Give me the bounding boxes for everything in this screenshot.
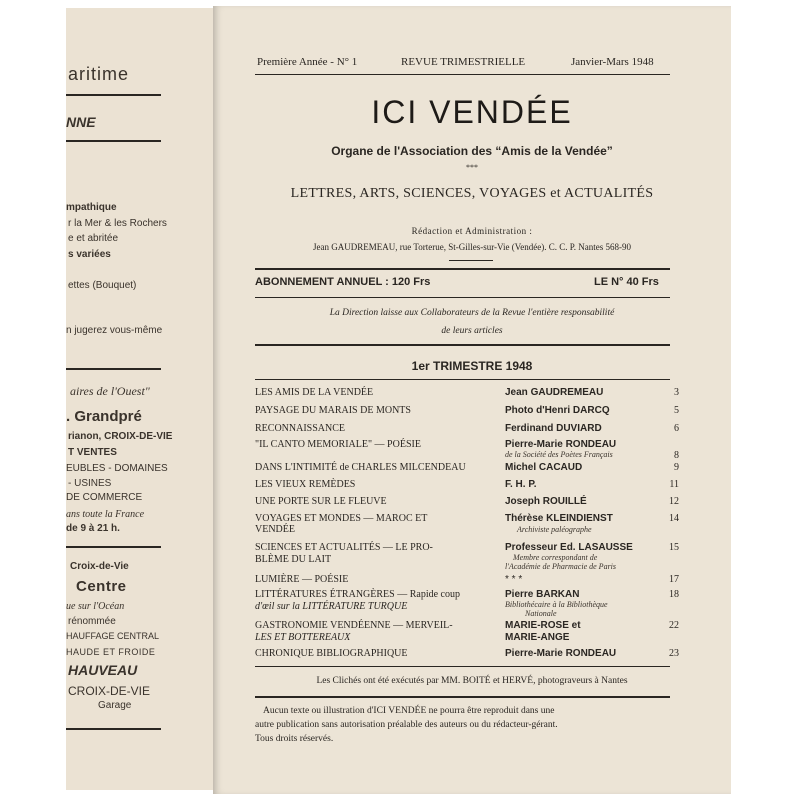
rights-notice: Aucun texte ou illustration d'ICI VENDÉE ne pourra être reproduit dans une xyxy=(263,706,555,716)
divider xyxy=(66,728,161,730)
toc-row xyxy=(255,620,679,646)
toc-author: Professeur Ed. LASAUSSE xyxy=(505,542,633,553)
toc-author-note: de la Société des Poètes Français xyxy=(505,450,613,459)
disclaimer-line: La Direction laisse aux Collaborateurs de la Revue l'entière responsabilité xyxy=(329,308,615,318)
toc-author-note: Bibliothécaire à la Bibliothèque xyxy=(505,600,608,609)
toc-page: 14 xyxy=(669,513,679,524)
toc-page: 3 xyxy=(674,387,679,398)
divider xyxy=(66,368,161,370)
left-line: s variées xyxy=(68,249,111,260)
toc-title: GASTRONOMIE VENDÉENNE — MERVEIL- xyxy=(255,620,453,631)
toc-page: 8 xyxy=(674,450,679,461)
toc-row xyxy=(255,648,679,662)
toc-title: LITTÉRATURES ÉTRANGÈRES — Rapide coup xyxy=(255,589,460,600)
rights-notice: autre publication sans autorisation préalable des auteurs ou du rédacteur-gérant. xyxy=(255,720,558,730)
toc-page: 12 xyxy=(669,496,679,507)
left-line: r la Mer & les Rochers xyxy=(68,218,167,229)
toc-title: SCIENCES ET ACTUALITÉS — LE PRO- xyxy=(255,542,433,553)
toc-author: Pierre BARKAN xyxy=(505,589,580,600)
toc-title: LES AMIS DE LA VENDÉE xyxy=(255,387,374,398)
issue-date: Janvier-Mars 1948 xyxy=(571,56,654,68)
divider xyxy=(255,696,670,698)
issue-number: Première Année - N° 1 xyxy=(257,56,358,68)
toc-row xyxy=(255,423,679,437)
toc-title: RECONNAISSANCE xyxy=(255,423,346,434)
toc-title: DANS L'INTIMITÉ de CHARLES MILCENDEAU xyxy=(255,462,466,473)
toc-author-cont: MARIE-ANGE xyxy=(505,632,570,643)
left-line: . Grandpré xyxy=(66,408,142,425)
left-line: ettes (Bouquet) xyxy=(68,280,137,291)
toc-author: Ferdinand DUVIARD xyxy=(505,423,602,434)
toc-title: LES VIEUX REMÈDES xyxy=(255,479,356,490)
toc-page: 23 xyxy=(669,648,679,659)
toc-title-cont: LES ET BOTTEREAUX xyxy=(255,632,351,643)
toc-title: LUMIÈRE — POÉSIE xyxy=(255,574,349,585)
divider xyxy=(449,260,493,261)
photo-credits: Les Clichés ont été exécutés par MM. BOITÉ et HERVÉ, photograveurs à Nantes xyxy=(316,676,628,686)
toc-title: VOYAGES ET MONDES — MAROC ET xyxy=(255,513,428,524)
toc-page: 6 xyxy=(674,423,679,434)
toc-row xyxy=(255,574,679,588)
journal-title: ICI VENDÉE xyxy=(371,94,573,130)
periodicity: REVUE TRIMESTRIELLE xyxy=(401,56,526,68)
left-line: NNE xyxy=(66,114,96,130)
disclaimer-line: de leurs articles xyxy=(441,326,503,336)
toc-author-note: Archiviste paléographe xyxy=(517,525,592,534)
toc-page: 17 xyxy=(669,574,679,585)
toc-row xyxy=(255,462,679,476)
toc-page: 11 xyxy=(669,479,679,490)
left-header: aritime xyxy=(68,64,130,84)
toc-row xyxy=(255,387,679,401)
toc-author: Joseph ROUILLÉ xyxy=(505,496,587,507)
ornament-stars: *** xyxy=(466,163,478,172)
toc-author: Jean GAUDREMEAU xyxy=(505,387,604,398)
divider xyxy=(255,268,670,270)
left-line: Croix-de-Vie xyxy=(70,561,129,572)
divider xyxy=(255,379,670,380)
left-line: HAUDE ET FROIDE xyxy=(66,647,156,657)
left-line: aires de l'Ouest" xyxy=(70,384,150,398)
toc-author: MARIE-ROSE et xyxy=(505,620,581,631)
left-line: rénommée xyxy=(68,616,116,627)
left-line: e et abritée xyxy=(68,233,119,244)
toc-row xyxy=(255,513,679,539)
left-line: rianon, CROIX-DE-VIE xyxy=(68,431,173,442)
toc-row xyxy=(255,589,679,619)
toc-row xyxy=(255,439,679,461)
toc-author: Thérèse KLEINDIENST xyxy=(505,513,613,524)
redaction-label: Rédaction et Administration : xyxy=(411,226,533,236)
toc-heading: 1er TRIMESTRE 1948 xyxy=(411,359,533,373)
toc-title: PAYSAGE DU MARAIS DE MONTS xyxy=(255,405,411,416)
divider xyxy=(255,666,670,667)
left-line: ans toute la France xyxy=(66,509,145,520)
left-line: - USINES xyxy=(68,478,112,489)
left-line: Garage xyxy=(98,700,132,711)
toc-page: 22 xyxy=(669,620,679,631)
address-line: Jean GAUDREMEAU, rue Torterue, St-Gilles-sur-Vie (Vendée). C. C. P. Nantes 568-90 xyxy=(313,242,631,252)
divider xyxy=(66,94,161,96)
toc-author: Photo d'Henri DARCQ xyxy=(505,405,610,416)
divider xyxy=(255,344,670,346)
toc-row xyxy=(255,542,679,572)
toc-row xyxy=(255,496,679,510)
left-line: HAUVEAU xyxy=(68,662,138,678)
left-line: n jugerez vous-même xyxy=(66,325,163,336)
left-line: mpathique xyxy=(66,202,117,213)
toc-author-note: Nationale xyxy=(525,609,557,618)
toc-page: 9 xyxy=(674,462,679,473)
toc-author: Pierre-Marie RONDEAU xyxy=(505,439,617,450)
divider xyxy=(255,74,670,75)
toc-page: 18 xyxy=(669,589,679,600)
toc-title: "IL CANTO MEMORIALE" — POÉSIE xyxy=(255,439,421,450)
toc-title-cont: VENDÉE xyxy=(255,524,295,535)
toc-title-cont: d'œil sur la LITTÉRATURE TURQUE xyxy=(255,601,408,612)
toc-author: * * * xyxy=(505,574,523,585)
toc-row xyxy=(255,479,679,493)
toc-author-note: Membre correspondant de xyxy=(513,553,598,562)
left-line: de 9 à 21 h. xyxy=(66,523,120,534)
organ-subtitle: Organe de l'Association des “Amis de la Vendée” xyxy=(331,144,613,158)
toc-author: F. H. P. xyxy=(505,479,537,490)
toc-author: Michel CACAUD xyxy=(505,462,583,473)
divider xyxy=(255,297,670,298)
toc-author-note: l'Académie de Pharmacie de Paris xyxy=(505,562,617,571)
rights-notice: Tous droits réservés. xyxy=(255,734,334,744)
left-line: DE COMMERCE xyxy=(66,492,143,503)
left-line: HAUFFAGE CENTRAL xyxy=(66,631,160,641)
divider xyxy=(66,546,161,548)
toc-author: Pierre-Marie RONDEAU xyxy=(505,648,617,659)
left-line: ue sur l'Océan xyxy=(66,601,125,612)
divider xyxy=(66,140,161,142)
toc-page: 5 xyxy=(674,405,679,416)
left-line: T VENTES xyxy=(68,447,117,458)
left-page xyxy=(66,8,214,790)
toc-title: UNE PORTE SUR LE FLEUVE xyxy=(255,496,387,507)
subjects-line: LETTRES, ARTS, SCIENCES, VOYAGES et ACTUALITÉS xyxy=(290,186,654,201)
toc-row xyxy=(255,405,679,419)
subscription-price: ABONNEMENT ANNUEL : 120 Frs xyxy=(255,276,431,288)
toc-title: CHRONIQUE BIBLIOGRAPHIQUE xyxy=(255,648,408,659)
issue-price: LE N° 40 Frs xyxy=(594,276,659,288)
toc-title-cont: BLÈME DU LAIT xyxy=(255,554,332,565)
right-page xyxy=(213,6,731,794)
left-line: Centre xyxy=(76,578,127,595)
left-line: CROIX-DE-VIE xyxy=(68,684,151,698)
left-line: EUBLES - DOMAINES xyxy=(66,463,168,474)
toc-page: 15 xyxy=(669,542,679,553)
